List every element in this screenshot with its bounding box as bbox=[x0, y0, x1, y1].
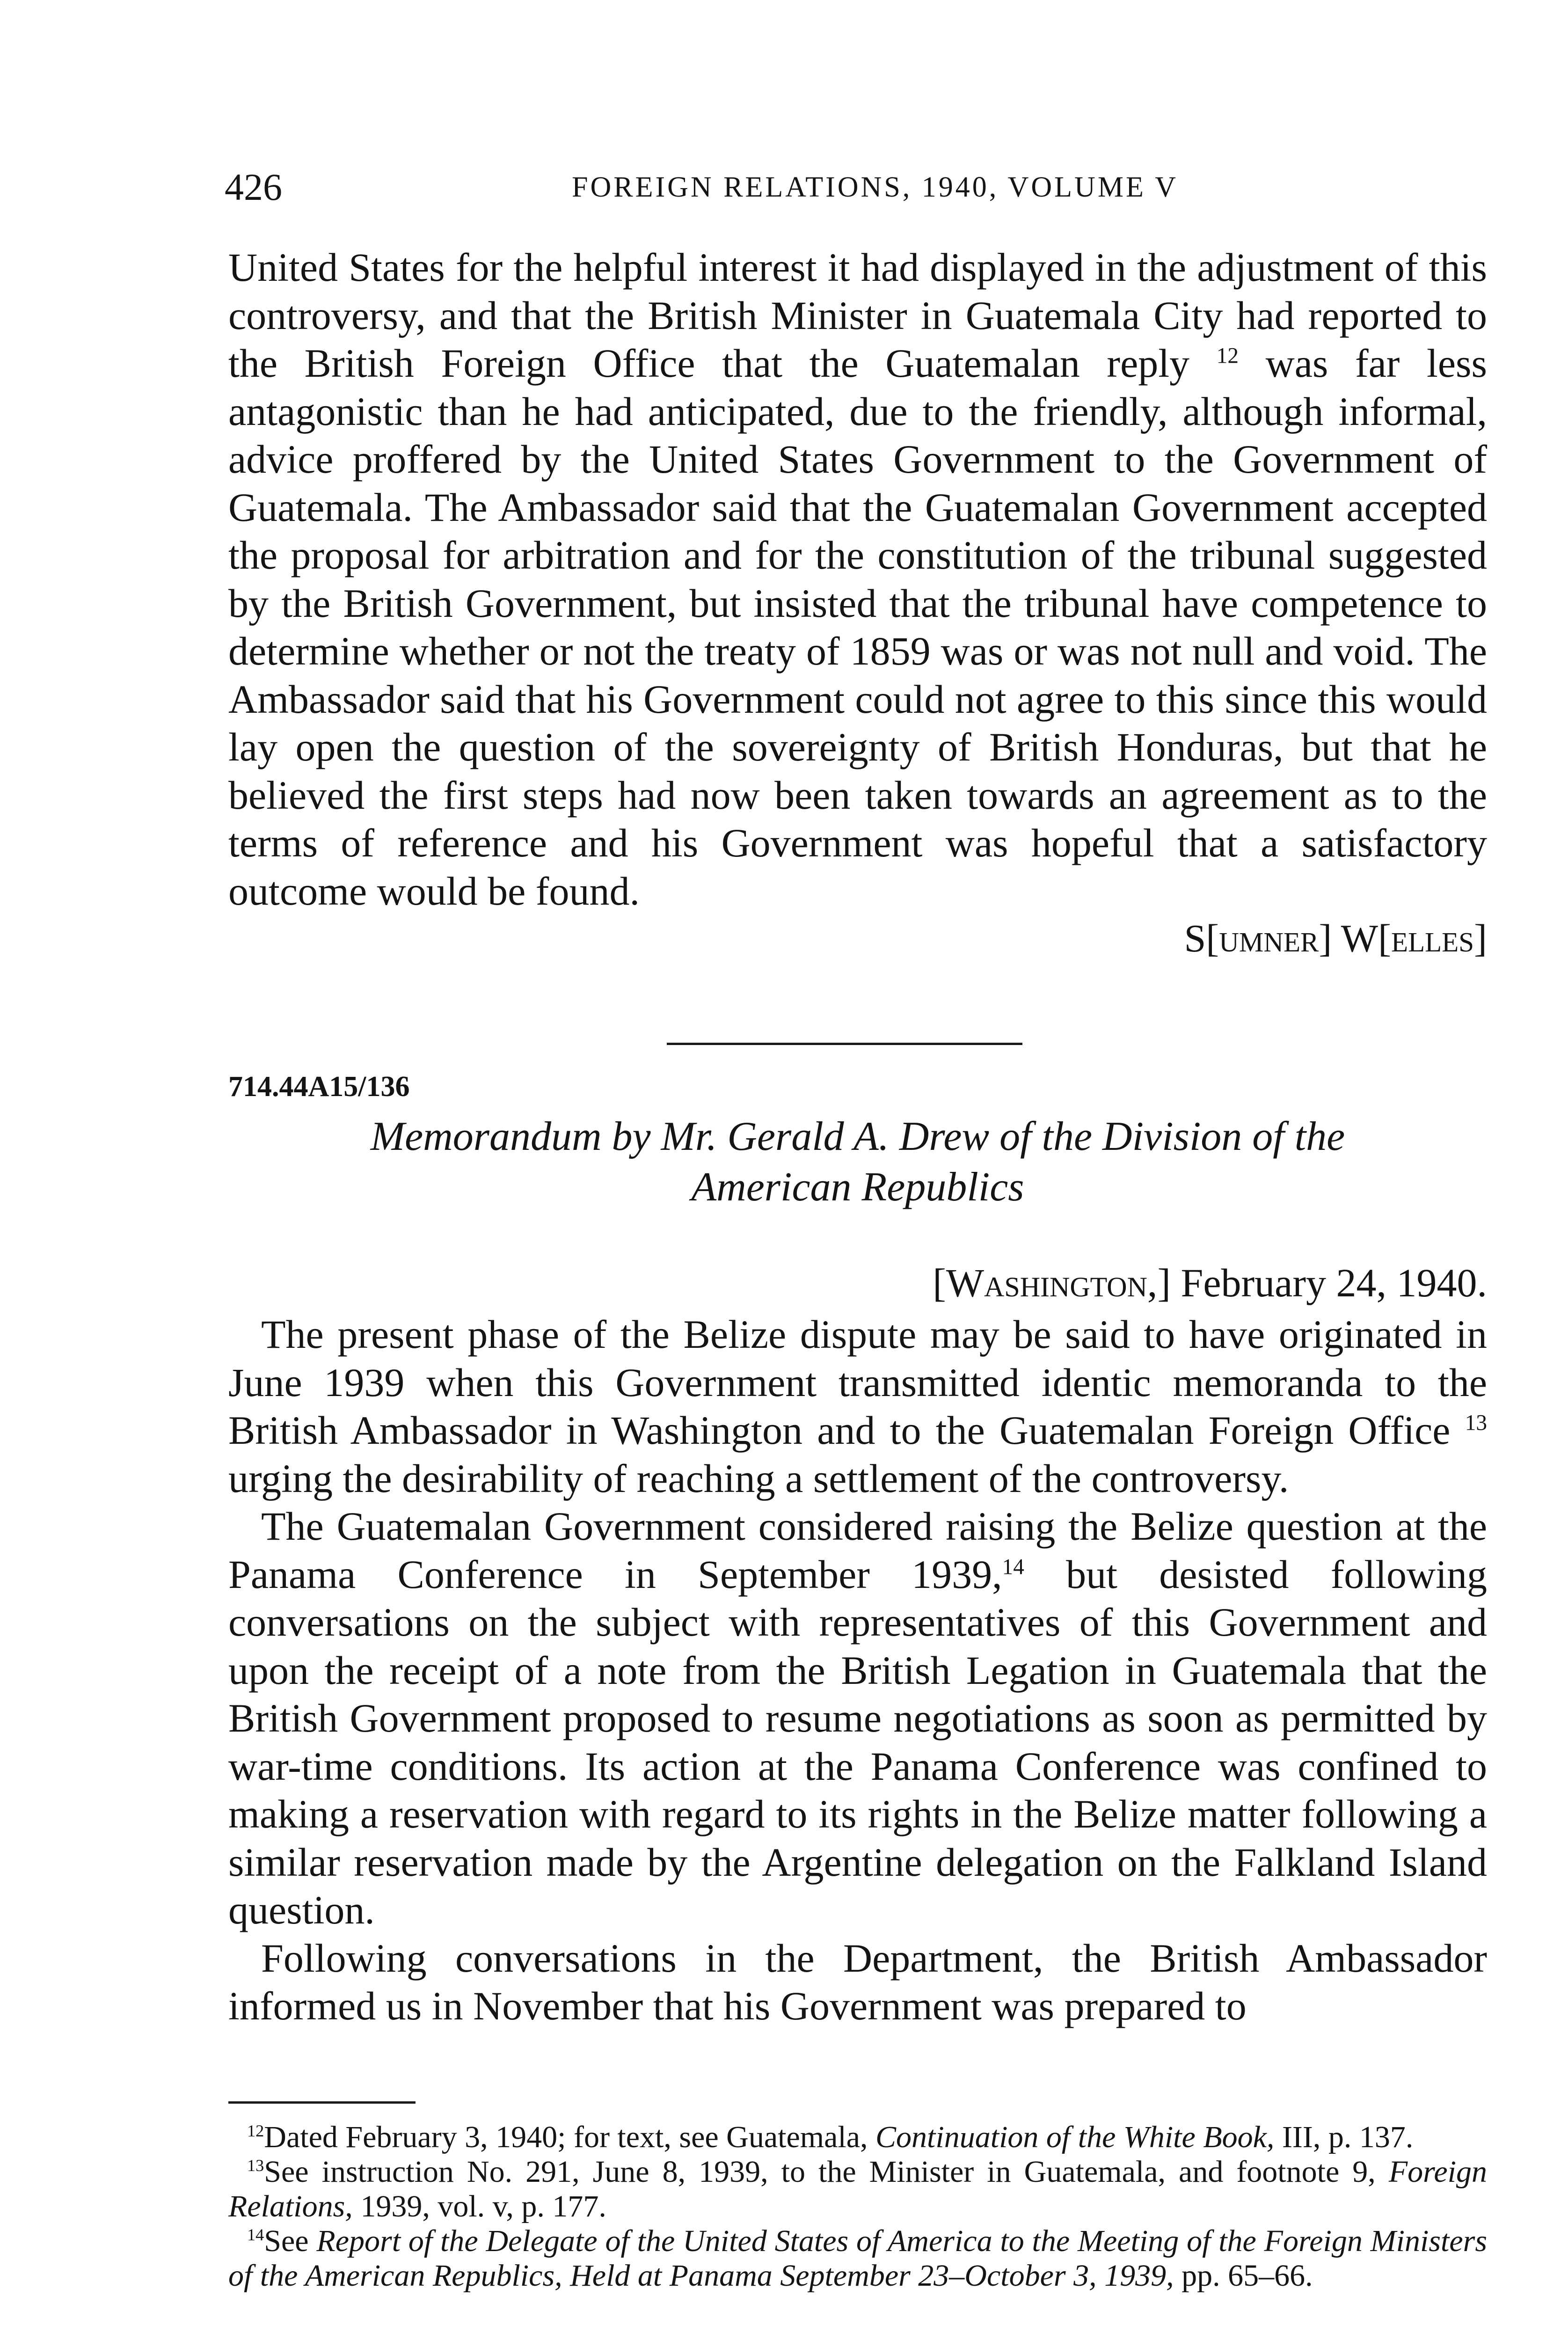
paragraph: Following conversations in the Department, the British Ambassador informed us in November that his Government was prepared to bbox=[228, 1935, 1487, 2028]
paragraph bbox=[228, 243, 1487, 915]
footnote-text: See instruction No. 291, June 8, 1939, to the Minister in Guatemala, and footnote 9, bbox=[264, 2155, 1376, 2189]
paragraph-text: was far less antagonistic than he had anticipated, due to the friendly, although informal, advice proffered by the United States Government to the Government of Guatemala. The Ambassador said that the Guatemalan Government accepted the proposal for arbitration and for the constitution of the tribunal suggested by the British Government, but insisted that the tribunal have competence to determine whether or not the treaty of 1859 was or was not null and void. The Ambassador said that his Government could not agree to this since this would lay open the question of the sovereignty of British Honduras, but that he believed the first steps had now been taken towards an agreement as to the terms of reference and his Government was hopeful that a satisfactory outcome would be found. bbox=[228, 341, 1487, 914]
footnote-text: III, p. 137. bbox=[1282, 2120, 1414, 2154]
signature: S[umner] W[elles] bbox=[1184, 917, 1487, 960]
footnote bbox=[228, 2120, 1487, 2155]
section-divider bbox=[667, 1043, 1022, 1045]
dateline bbox=[933, 1259, 1487, 1307]
footnote-reference: 12 bbox=[1216, 344, 1239, 368]
footnote-number: 12 bbox=[247, 2121, 264, 2140]
footnote-text: See bbox=[264, 2224, 309, 2258]
memorandum-body bbox=[228, 1310, 1487, 2030]
document-title-line: Memorandum by Mr. Gerald A. Drew of the Division of the bbox=[370, 1114, 1345, 1159]
footnote-text: pp. 65–66. bbox=[1181, 2259, 1313, 2293]
footnote bbox=[228, 2155, 1487, 2224]
footnote-text: Dated February 3, 1940; for text, see Guatemala, bbox=[264, 2120, 868, 2154]
document-title-line: American Republics bbox=[691, 1164, 1024, 1210]
footnote-cited-title: Report of the Delegate of the United States of America to the Meeting of the Foreign Ministers of the American Republics, Held at Panama September 23–October 3, 1939, bbox=[228, 2224, 1488, 2293]
dateline-place: [Washington,] bbox=[933, 1260, 1171, 1305]
paragraph-text: The Guatemalan Government considered raising the Belize question at the Panama Conference in September 1939, bbox=[228, 1504, 1487, 1597]
footnote-number: 14 bbox=[247, 2225, 264, 2244]
document-title bbox=[228, 1112, 1487, 1213]
paragraph bbox=[228, 1502, 1487, 1934]
file-number: 714.44A15/136 bbox=[228, 1071, 410, 1103]
paragraph bbox=[228, 1310, 1487, 1502]
paragraph-text: The present phase of the Belize dispute may be said to have originated in June 1939 when this Government transmitted identic memoranda to the British Ambassador in Washington and to the Guatemalan Foreign Office bbox=[228, 1312, 1487, 1453]
footnotes bbox=[228, 2120, 1487, 2293]
footnote-text: 1939, vol. v, p. 177. bbox=[360, 2189, 606, 2223]
page-number: 426 bbox=[225, 166, 282, 208]
footnote-number: 13 bbox=[247, 2156, 264, 2175]
running-head: FOREIGN RELATIONS, 1940, VOLUME V bbox=[572, 171, 1178, 203]
paragraph-text: urging the desirability of reaching a settlement of the controversy. bbox=[228, 1455, 1289, 1501]
dateline-date: February 24, 1940. bbox=[1181, 1260, 1487, 1305]
footnote-reference: 14 bbox=[1002, 1554, 1024, 1579]
paragraph-text: but desisted following conversations on the subject with representatives of this Government and upon the receipt of a note from the British Legation in Guatemala that the British Government proposed to resume negotiations as soon as permitted by war-time conditions. Its action at the Panama Conference was confined to making a reservation with regard to its rights in the Belize matter following a similar reservation made by the Argentine delegation on the Falkland Island question. bbox=[228, 1551, 1488, 1932]
page-header bbox=[225, 161, 1483, 213]
footnote-divider bbox=[228, 2101, 416, 2104]
continued-text-block bbox=[228, 243, 1487, 963]
footnote-reference: 13 bbox=[1465, 1411, 1487, 1435]
paragraph-text: United States for the helpful interest it had displayed in the adjustment of this controversy, and that the British Minister in Guatemala City had reported to the British Foreign Office that the Guatemalan reply bbox=[228, 245, 1487, 386]
footnote-cited-title: Foreign Relations, bbox=[228, 2155, 1487, 2223]
footnote-cited-title: Continuation of the White Book, bbox=[875, 2120, 1275, 2154]
footnote bbox=[228, 2224, 1487, 2293]
